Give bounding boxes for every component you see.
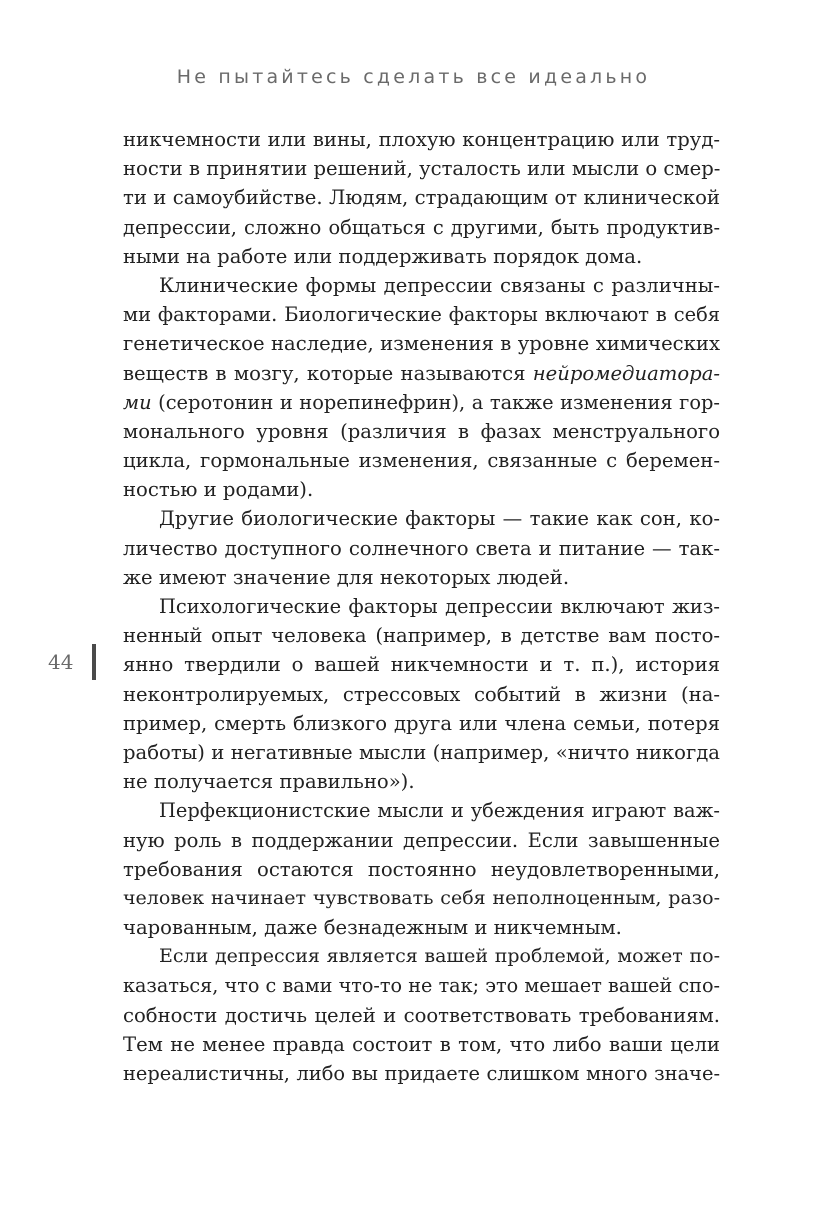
text-line: ную роль в поддержании депрессии. Если завышенные [123, 828, 720, 852]
text-line: чарованным, даже безнадежным и никчемным. [123, 916, 622, 940]
text-line: ненный опыт человека (например, в детстве вам посто- [123, 624, 720, 648]
text-line: Клинические формы депрессии связаны с различны- [159, 273, 720, 297]
text-line: ти и самоубийстве. Людям, страдающим от клинической [123, 186, 720, 210]
text-line [123, 388, 720, 417]
text-line: человек начинает чувствовать себя неполноценным, разо- [123, 886, 720, 909]
text-line: собности достичь целей и соответствовать требованиям. [123, 1003, 720, 1027]
text-line: ности в принятии решений, усталость или мысли о смер- [123, 157, 721, 181]
text-line: монального уровня (различия в фазах менструального [123, 419, 720, 443]
text-line: Другие биологические факторы — такие как сон, ко- [159, 507, 720, 531]
text-line: никчемности или вины, плохую концентрацию или труд- [123, 128, 720, 151]
text-line: казаться, что с вами что-то не так; это мешает вашей спо- [123, 974, 720, 998]
text-line: Если депрессия является вашей проблемой, может по- [159, 945, 720, 968]
text-line [123, 359, 720, 388]
text-line: ными на работе или поддерживать порядок дома. [123, 244, 643, 268]
text-line: янно твердили о вашей никчемности и т. п.), история [123, 653, 720, 677]
text-line: работы) и негативные мысли (например, «ничто никогда [123, 740, 720, 764]
page-number-rule [92, 644, 96, 680]
text-line: же имеют значение для некоторых людей. [123, 565, 570, 589]
text-line: Перфекционистские мысли и убеждения играют важ- [159, 799, 720, 823]
text-line: личество доступного солнечного света и питание — так- [123, 536, 720, 560]
text-fragment: веществ в мозгу, которые называются [123, 361, 526, 385]
text-line: неконтролируемых, стрессовых событий в жизни (на- [123, 682, 720, 706]
italic-term: нейромедиатора- [532, 361, 720, 385]
running-head: Не пытайтесь сделать все идеально [176, 66, 651, 88]
text-line: пример, смерть близкого друга или члена семьи, потеря [123, 711, 720, 735]
text-line: цикла, гормональные изменения, связанные с беремен- [123, 449, 720, 473]
text-line: ми факторами. Биологические факторы включают в себя [123, 303, 720, 327]
text-line: депрессии, сложно общаться с другими, быть продуктив- [123, 215, 720, 239]
text-line: не получается правильно»). [123, 770, 415, 794]
text-line: Тем не менее правда состоит в том, что либо ваши цели [123, 1032, 720, 1056]
text-line: требования остаются постоянно неудовлетворенными, [123, 857, 720, 881]
page-number: 44 [48, 650, 74, 674]
italic-term: ми [123, 390, 152, 414]
text-line: ностью и родами). [123, 478, 314, 502]
body-text [123, 125, 720, 1088]
text-fragment: (серотонин и норепинефрин), а также изменения гор- [158, 390, 720, 414]
text-line: нереалистичны, либо вы придаете слишком много значе- [123, 1062, 720, 1085]
text-line: генетическое наследие, изменения в уровне химических [123, 332, 720, 356]
text-line: Психологические факторы депрессии включают жиз- [159, 595, 720, 618]
